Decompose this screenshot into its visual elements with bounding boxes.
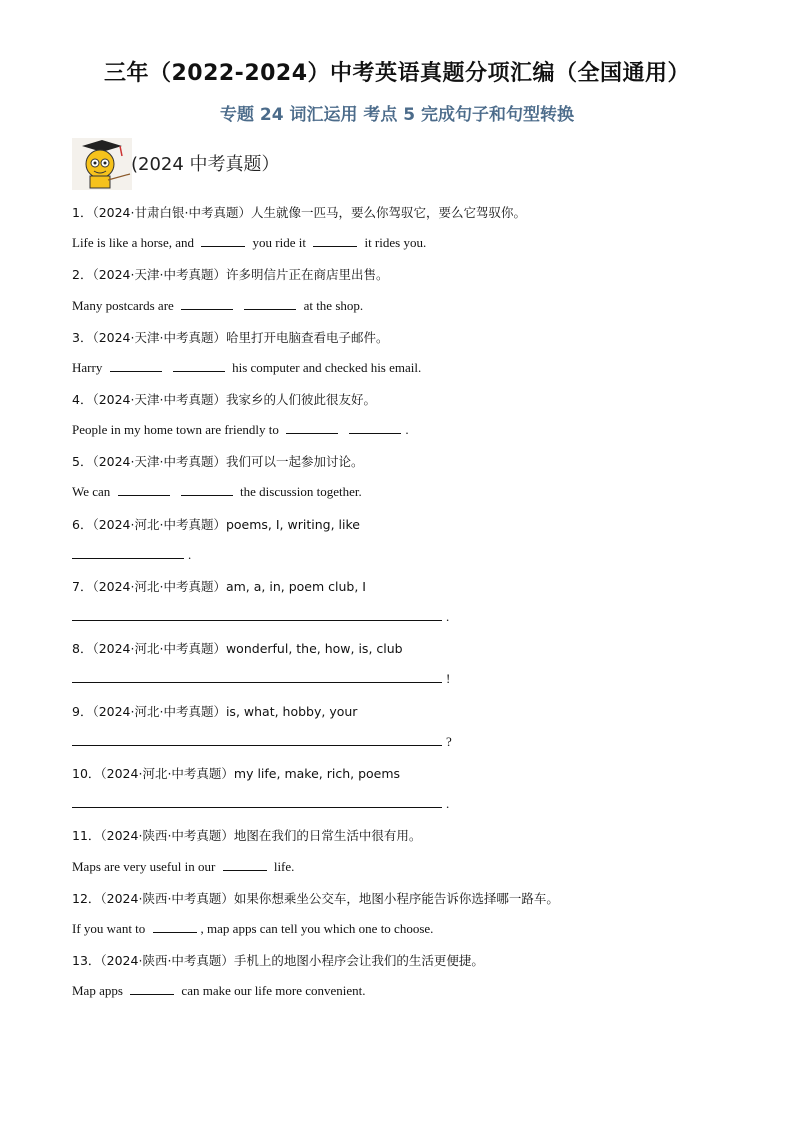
answer-blank[interactable]: [223, 858, 267, 871]
section-label: (2024 中考真题）: [131, 154, 280, 175]
question-7: 7．（2024·河北·中考真题）am, a, in, poem club, I: [72, 579, 366, 594]
answer-text: you ride it: [252, 235, 306, 250]
answer-blank[interactable]: [181, 483, 233, 496]
question-13: 13．（2024·陕西·中考真题）手机上的地图小程序会让我们的生活更便捷。: [72, 953, 484, 968]
answer-blank[interactable]: [349, 421, 401, 434]
answer-blank[interactable]: [72, 795, 442, 808]
answer-end-mark: .: [188, 547, 192, 562]
question-11: 11．（2024·陕西·中考真题）地图在我们的日常生活中很有用。: [72, 828, 422, 843]
answer-end-mark: ?: [446, 734, 452, 749]
question-12: 12．（2024·陕西·中考真题）如果你想乘坐公交车，地图小程序能告诉你选择哪一路车。: [72, 891, 559, 906]
answer-blank[interactable]: [173, 359, 225, 372]
answer-text: People in my home town are friendly to: [72, 422, 279, 437]
question-9: 9．（2024·河北·中考真题）is, what, hobby, your: [72, 704, 358, 719]
answer-line-3: [72, 359, 421, 376]
answer-text: Many postcards are: [72, 298, 174, 313]
answer-text: his computer and checked his email.: [232, 360, 422, 375]
question-8: 8．（2024·河北·中考真题）wonderful, the, how, is, club: [72, 641, 403, 656]
answer-text: Maps are very useful in our: [72, 859, 216, 874]
answer-line-11: [72, 858, 294, 875]
question-10: 10．（2024·河北·中考真题）my life, make, rich, poems: [72, 766, 401, 781]
graduate-mascot-icon: [72, 138, 132, 190]
answer-end-mark: !: [446, 671, 451, 686]
answer-text: , map apps can tell you which one to choose.: [200, 921, 434, 936]
answer-blank[interactable]: [313, 234, 357, 247]
question-2: 2．（2024·天津·中考真题）许多明信片正在商店里出售。: [72, 267, 389, 282]
answer-line-7: [72, 608, 449, 625]
answer-blank[interactable]: [181, 297, 233, 310]
answer-blank[interactable]: [244, 297, 296, 310]
answer-blank[interactable]: [130, 982, 174, 995]
answer-end-mark: .: [446, 609, 450, 624]
answer-line-9: [72, 733, 452, 750]
answer-text: Life is like a horse, and: [72, 235, 195, 250]
question-4: 4．（2024·天津·中考真题）我家乡的人们彼此很友好。: [72, 392, 376, 407]
answer-text: at the shop.: [303, 298, 364, 313]
answer-blank[interactable]: [72, 733, 442, 746]
answer-text: If you want to: [72, 921, 146, 936]
question-6: 6．（2024·河北·中考真题）poems, I, writing, like: [72, 517, 360, 532]
answer-blank[interactable]: [110, 359, 162, 372]
answer-blank[interactable]: [72, 546, 184, 559]
answer-text: We can: [72, 484, 111, 499]
answer-text: Harry: [72, 360, 103, 375]
answer-line-4: [72, 421, 409, 438]
answer-blank[interactable]: [72, 670, 442, 683]
answer-text: life.: [273, 859, 295, 874]
answer-blank[interactable]: [118, 483, 170, 496]
answer-line-2: [72, 297, 363, 314]
answer-blank[interactable]: [201, 234, 245, 247]
document-title: 三年（2022-2024）中考英语真题分项汇编（全国通用）: [103, 61, 691, 86]
answer-end-mark: .: [446, 796, 450, 811]
answer-blank[interactable]: [72, 608, 442, 621]
answer-line-10: [72, 795, 449, 812]
question-1: 1．（2024·甘肃白银·中考真题）人生就像一匹马，要么你驾驭它，要么它驾驭你。: [72, 205, 526, 220]
answer-text: can make our life more convenient.: [181, 983, 366, 998]
answer-line-5: [72, 483, 362, 500]
answer-blank[interactable]: [286, 421, 338, 434]
answer-line-13: [72, 982, 366, 999]
answer-line-8: [72, 670, 450, 687]
answer-text: it rides you.: [364, 235, 427, 250]
question-3: 3．（2024·天津·中考真题）哈里打开电脑查看电子邮件。: [72, 330, 389, 345]
answer-line-6: [72, 546, 191, 563]
answer-line-1: [72, 234, 426, 251]
answer-text: .: [405, 422, 409, 437]
answer-text: the discussion together.: [240, 484, 362, 499]
answer-line-12: [72, 920, 433, 937]
question-5: 5．（2024·天津·中考真题）我们可以一起参加讨论。: [72, 454, 364, 469]
answer-text: Map apps: [72, 983, 123, 998]
document-subtitle: 专题 24 词汇运用 考点 5 完成句子和句型转换: [219, 105, 575, 125]
answer-blank[interactable]: [153, 920, 197, 933]
